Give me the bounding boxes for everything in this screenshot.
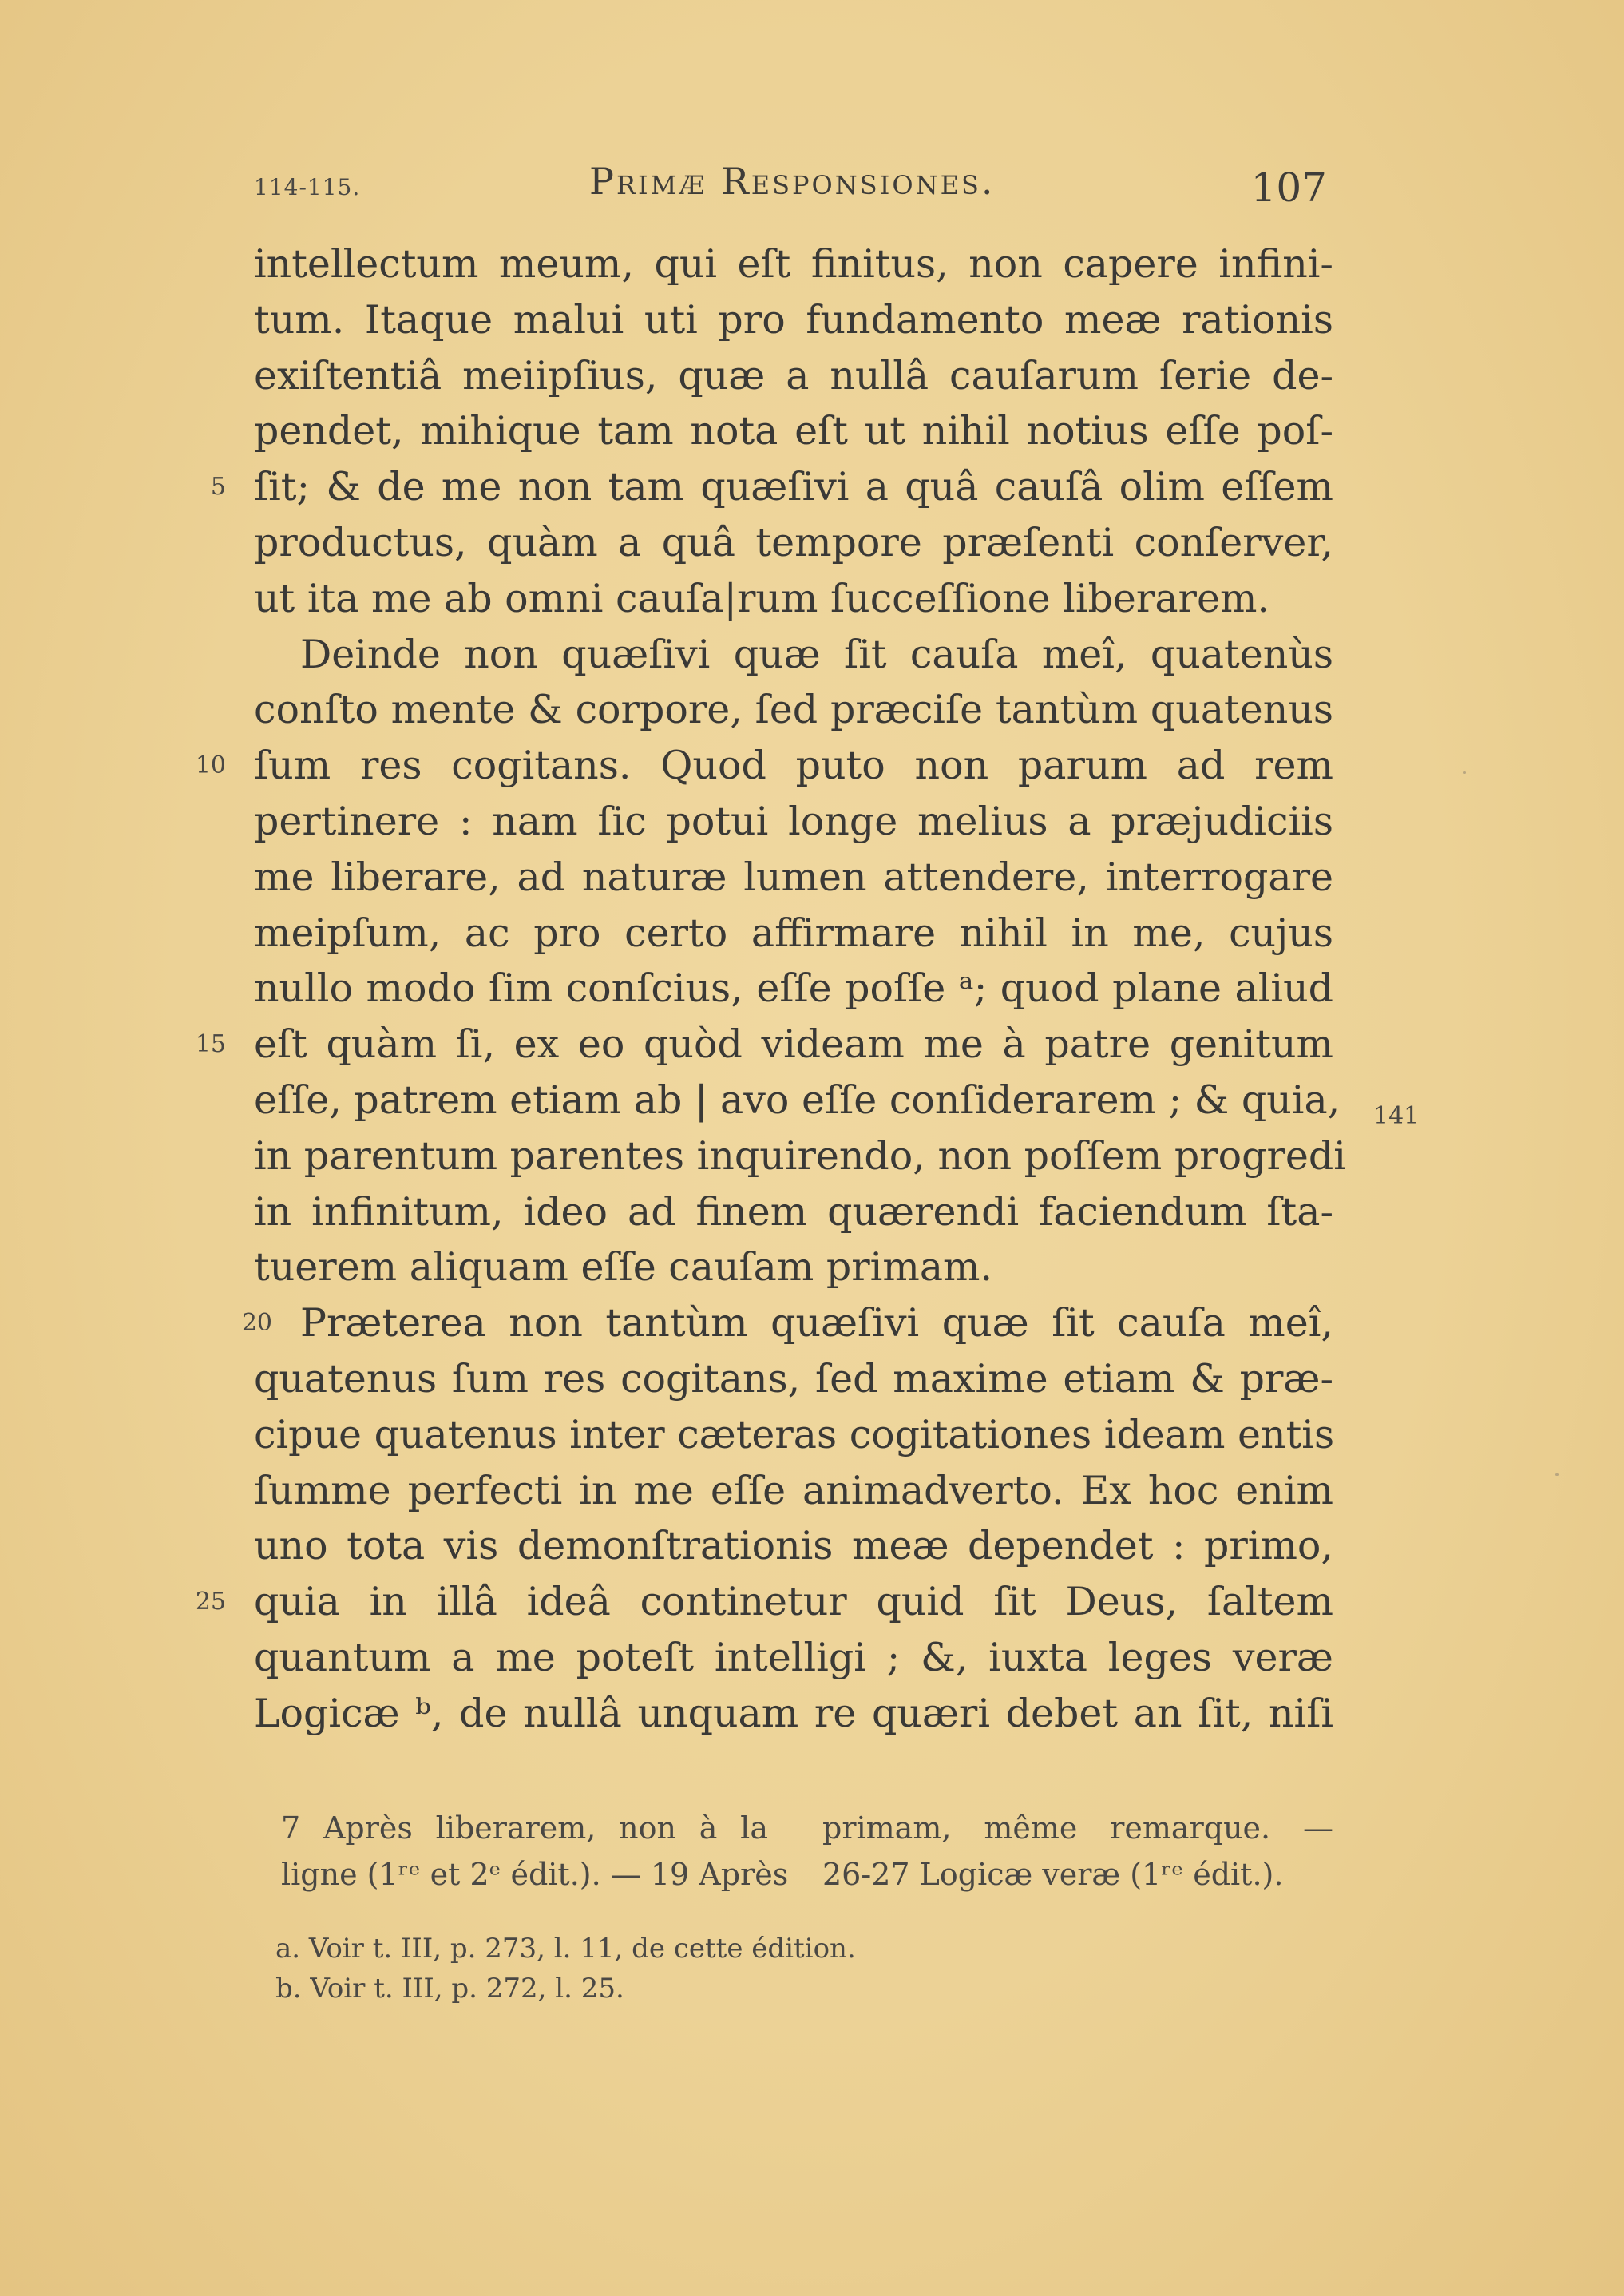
line-text: ſum res cogitans. Quod puto non parum ad rem	[254, 743, 1333, 789]
line-text: in infinitum, ideo ad finem quærendi faciendum ſta-	[254, 1188, 1333, 1235]
text-line	[254, 1518, 1333, 1574]
text-line	[254, 1463, 1333, 1519]
line-text: me liberare, ad naturæ lumen attendere, interrogare	[254, 854, 1333, 900]
line-number: 25	[195, 1588, 226, 1616]
line-text: in parentum parentes inquirendo, non poſſem progredi	[254, 1132, 1346, 1179]
variant-notes-right	[822, 1805, 1333, 1897]
text-line	[254, 961, 1333, 1017]
line-text: conſto mente & corpore, ſed præciſe tantùm quatenus	[254, 687, 1333, 733]
footnote: a. Voir t. III, p. 273, l. 11, de cette édition.	[275, 1933, 856, 1965]
text-line	[254, 794, 1333, 850]
text-line	[254, 1128, 1346, 1184]
line-text: meipſum, ac pro certo affirmare nihil in me, cujus	[254, 910, 1333, 956]
line-text: nullo modo ſim conſcius, eſſe poſſe ᵃ; quod plane aliud	[254, 966, 1333, 1012]
text-line	[254, 1073, 1341, 1128]
margin-page-reference: 141	[1373, 1102, 1420, 1130]
line-text: Deinde non quæſivi quæ ſit cauſa meî, quatenùs	[300, 631, 1333, 677]
page-title: Primæ Responsiones.	[589, 160, 996, 203]
note-line: primam, même remarque. —	[822, 1810, 1333, 1846]
page-number: 107	[1250, 165, 1327, 211]
note-line: ligne (1ʳᵉ et 2ᵉ édit.). — 19 Après	[281, 1857, 789, 1892]
footnotes	[275, 1929, 856, 2009]
text-line	[254, 403, 1333, 459]
text-line	[254, 348, 1333, 404]
paper-speck	[1555, 1473, 1559, 1476]
note-line: 7 Après liberarem, non à la	[281, 1810, 768, 1846]
line-number: 5	[210, 473, 226, 502]
line-text: uno tota vis demonſtrationis meæ dependet : primo,	[254, 1523, 1333, 1569]
text-line	[210, 459, 1333, 515]
text-line	[241, 1295, 1333, 1351]
line-text: tuerem aliquam eſſe cauſam primam.	[254, 1244, 993, 1291]
line-number: 10	[195, 751, 226, 780]
text-line	[254, 906, 1333, 962]
text-line	[195, 1017, 1333, 1073]
line-text: pertinere : nam ſic potui longe melius a præjudiciis	[254, 798, 1333, 844]
line-text: quatenus ſum res cogitans, ſed maxime etiam & præ-	[254, 1355, 1333, 1402]
text-line	[254, 1686, 1333, 1742]
text-line	[254, 515, 1333, 571]
text-line	[254, 682, 1333, 738]
running-head	[254, 160, 1333, 216]
page-range: 114-115.	[254, 174, 361, 200]
text-line	[254, 1407, 1333, 1463]
variant-notes-left	[281, 1805, 789, 1897]
text-line	[254, 571, 1333, 627]
paper-speck	[1463, 771, 1466, 774]
line-text: Præterea non tantùm quæſivi quæ ſit cauſa meî,	[300, 1300, 1333, 1346]
text-line	[254, 850, 1333, 906]
text-line	[254, 627, 1333, 683]
footnote: b. Voir t. III, p. 272, l. 25.	[275, 1973, 624, 2005]
line-text: ſit; & de me non tam quæſivi a quâ cauſâ olim eſſem	[254, 464, 1333, 510]
text-line	[254, 236, 1333, 292]
line-text: pendet, mihique tam nota eſt ut nihil notius eſſe poſ-	[254, 408, 1333, 454]
line-text: ſumme perfecti in me eſſe animadverto. Ex hoc enim	[254, 1467, 1333, 1513]
text-line	[195, 738, 1333, 794]
text-line	[254, 292, 1333, 348]
main-text	[195, 236, 1346, 1742]
text-line	[195, 1574, 1333, 1630]
line-text: eſt quàm ſi, ex eo quòd videam me à patre genitum	[254, 1021, 1333, 1068]
line-number: 20	[241, 1309, 272, 1338]
line-text: cipue quatenus inter cæteras cogitationes ideam entis	[254, 1411, 1335, 1457]
line-text: quantum a me poteſt intelligi ; &, iuxta leges veræ	[254, 1634, 1333, 1680]
line-number: 15	[195, 1030, 226, 1059]
line-text: ut ita me ab omni cauſa|rum ſucceſſione liberarem.	[254, 575, 1269, 621]
line-text: productus, quàm a quâ tempore præſenti conſerver,	[254, 519, 1333, 565]
text-line	[254, 1630, 1333, 1686]
line-text: quia in illâ ideâ continetur quid ſit Deus, ſaltem	[254, 1579, 1333, 1625]
line-text: eſſe, patrem etiam ab | avo eſſe conſiderarem ; & quia,	[254, 1077, 1341, 1123]
text-line	[254, 1351, 1333, 1407]
text-line	[254, 1184, 1333, 1240]
line-text: intellectum meum, qui eſt finitus, non capere infini-	[254, 241, 1333, 287]
note-line: 26-27 Logicæ veræ (1ʳᵉ édit.).	[822, 1857, 1284, 1892]
line-text: Logicæ ᵇ, de nullâ unquam re quæri debet an ſit, niſi	[254, 1690, 1333, 1736]
line-text: exiſtentiâ meiipſius, quæ a nullâ cauſarum ſerie de-	[254, 352, 1333, 399]
line-text: tum. Itaque malui uti pro fundamento meæ rationis	[254, 296, 1333, 343]
text-line	[254, 1239, 1333, 1295]
